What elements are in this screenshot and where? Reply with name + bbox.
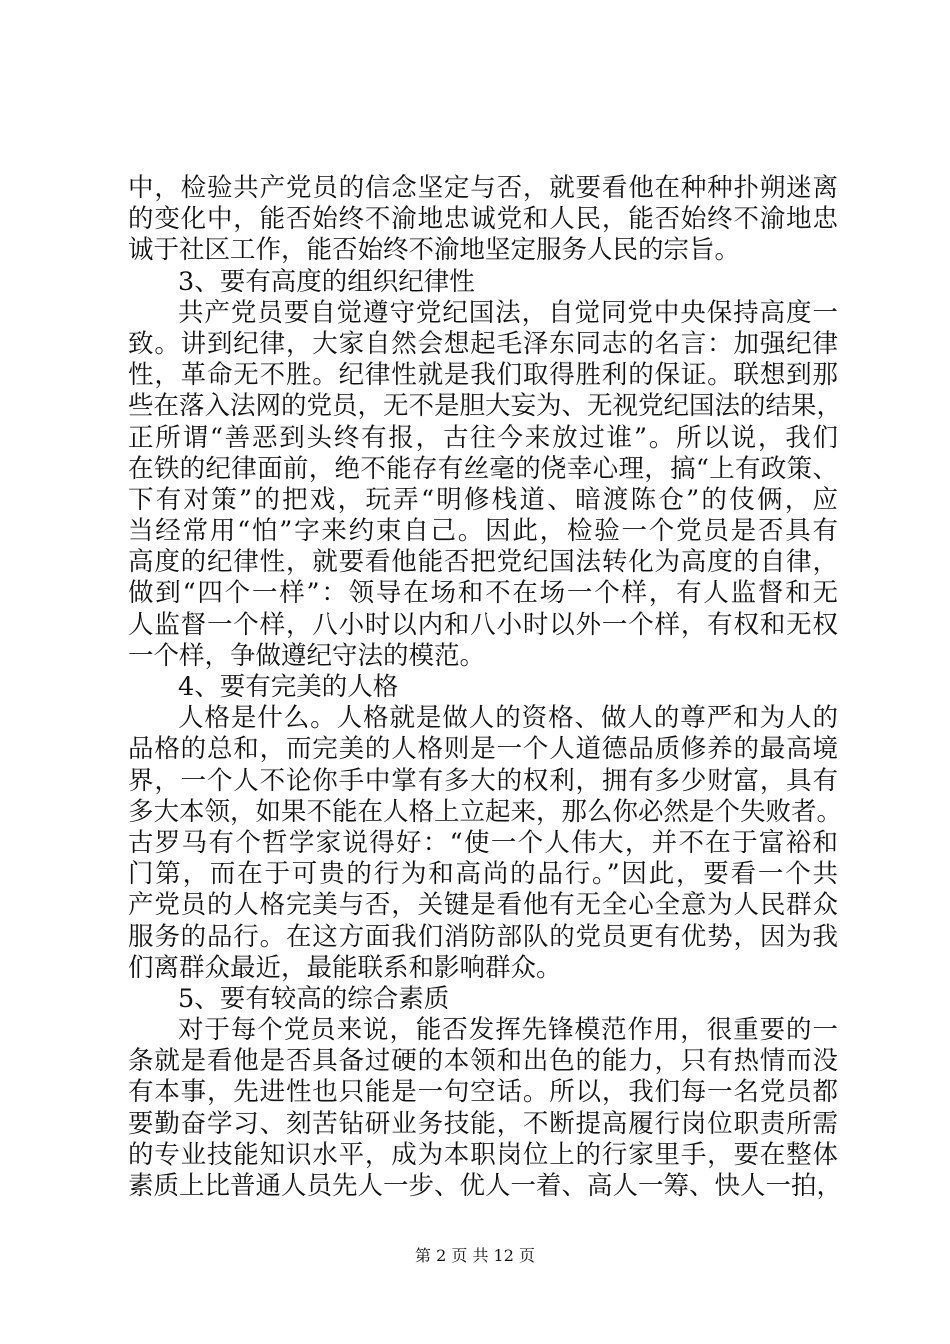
text-line: 一个样，争做遵纪守法的模范。	[128, 640, 486, 671]
text-line: 性，革命无不胜。纪律性就是我们取得胜利的保证。联想到那	[128, 360, 838, 391]
text-line: 诚于社区工作，能否始终不渝地坚定服务人民的宗旨。	[128, 235, 741, 266]
section-heading: 5、要有较高的综合素质	[178, 983, 450, 1014]
text-line: 下有对策”的把戏，玩弄“明修栈道、暗渡陈仓”的伎俩，应	[128, 484, 838, 515]
text-line: 服务的品行。在这方面我们消防部队的党员更有优势，因为我	[128, 921, 838, 952]
paragraph-first-line: 对于每个党员来说，能否发挥先锋模范作用，很重要的一	[178, 1015, 838, 1046]
paragraph-first-line: 人格是什么。人格就是做人的资格、做人的尊严和为人的	[178, 703, 838, 734]
text-line: 当经常用“怕”字来约束自己。因此，检验一个党员是否具有	[128, 516, 838, 547]
text-line: 致。讲到纪律，大家自然会想起毛泽东同志的名言：加强纪律	[128, 328, 838, 359]
paragraph-first-line: 共产党员要自觉遵守党纪国法，自觉同党中央保持高度一	[178, 297, 838, 328]
text-line: 高度的纪律性，就要看他能否把党纪国法转化为高度的自律，	[128, 547, 838, 578]
text-line: 产党员的人格完美与否，关键是看他有无全心全意为人民群众	[128, 890, 838, 921]
text-line: 界，一个人不论你手中掌有多大的权利，拥有多少财富，具有	[128, 765, 838, 796]
section-heading: 4、要有完美的人格	[178, 672, 399, 702]
text-line: 做到“四个一样”：领导在场和不在场一个样，有人监督和无	[128, 578, 838, 609]
text-line: 要勤奋学习、刻苦钻研业务技能，不断提高履行岗位职责所需	[128, 1108, 838, 1139]
text-line: 人监督一个样，八小时以内和八小时以外一个样，有权和无权	[128, 609, 838, 640]
page-number-footer: 第 2 页 共 12 页	[415, 1246, 535, 1265]
text-line: 门第，而在于可贵的行为和高尚的品行。”因此，要看一个共	[128, 859, 838, 890]
section-heading: 3、要有高度的组织纪律性	[178, 266, 475, 297]
document-body	[128, 173, 843, 1202]
text-line: 的变化中，能否始终不渝地忠诚党和人民，能否始终不渝地忠	[128, 204, 838, 235]
text-line: 些在落入法网的党员，无不是胆大妄为、无视党纪国法的结果，	[128, 391, 843, 422]
text-line: 有本事，先进性也只能是一句空话。所以，我们每一名党员都	[128, 1077, 838, 1108]
text-line: 的专业技能知识水平，成为本职岗位上的行家里手，要在整体	[128, 1139, 838, 1170]
text-line: 品格的总和，而完美的人格则是一个人道德品质修养的最高境	[128, 734, 838, 765]
text-line: 条就是看他是否具备过硬的本领和出色的能力，只有热情而没	[128, 1046, 838, 1077]
text-line: 中，检验共产党员的信念坚定与否，就要看他在种种扑朔迷离	[128, 173, 838, 203]
text-line: 多大本领，如果不能在人格上立起来，那么你必然是个失败者。	[128, 796, 843, 827]
text-line: 在铁的纪律面前，绝不能存有丝毫的侥幸心理，搞“上有政策、	[128, 453, 838, 484]
text-line: 正所谓“善恶到头终有报，古往今来放过谁”。所以说，我们	[128, 422, 838, 453]
text-line: 素质上比普通人员先人一步、优人一着、高人一筹、快人一拍，	[128, 1171, 843, 1201]
text-line: 们离群众最近，最能联系和影响群众。	[128, 952, 562, 983]
text-line: 古罗马有个哲学家说得好：“使一个人伟大，并不在于富裕和	[128, 827, 838, 858]
